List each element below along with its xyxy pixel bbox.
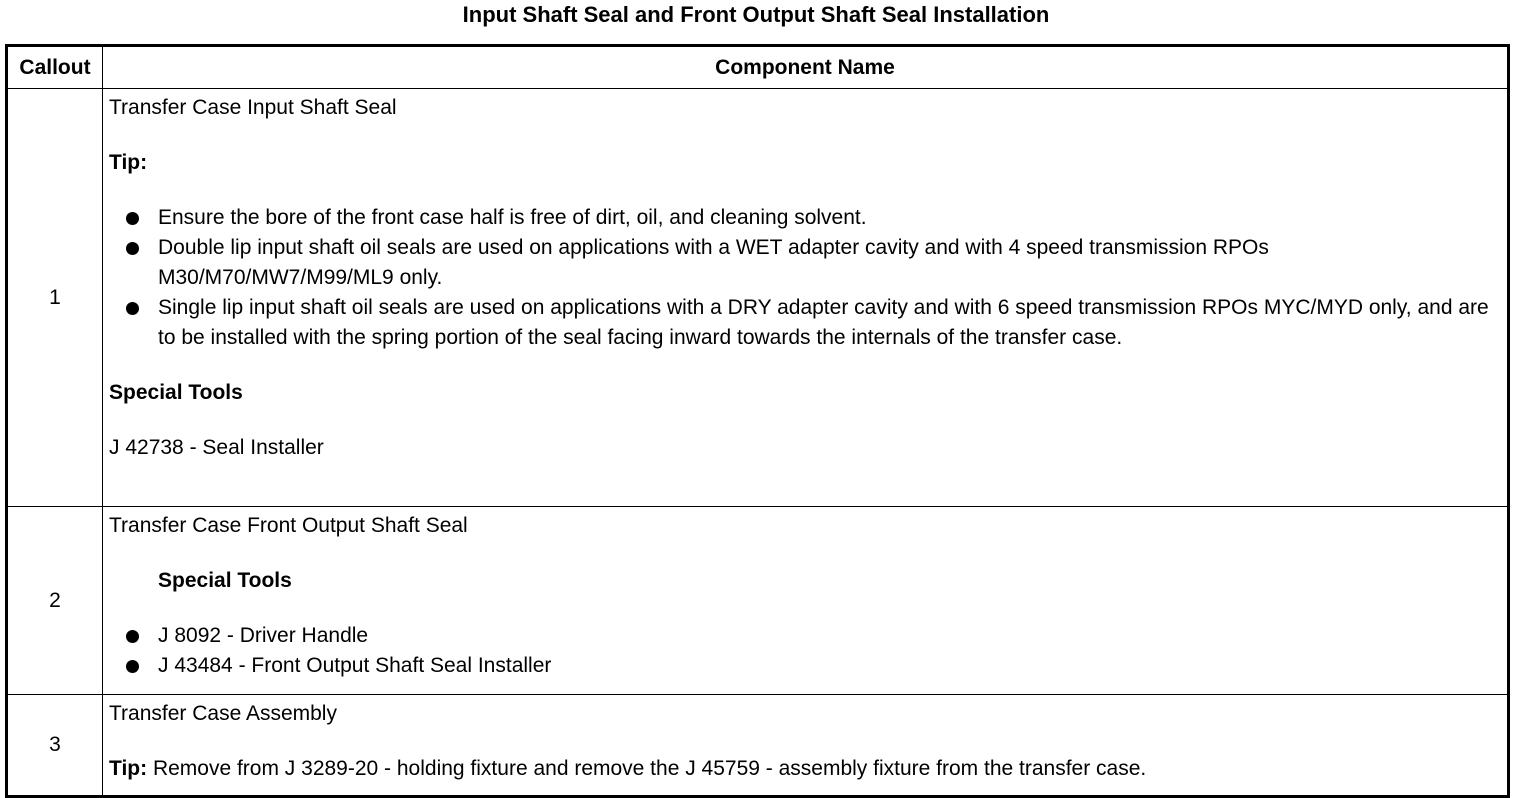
- tip-label: Tip:: [109, 151, 148, 174]
- tip-list: [109, 203, 1507, 353]
- page-title: Input Shaft Seal and Front Output Shaft Seal Installation: [462, 2, 1050, 27]
- component-name: Transfer Case Assembly: [109, 702, 337, 725]
- component-name: Transfer Case Input Shaft Seal: [109, 96, 397, 119]
- bullet-icon: [126, 302, 139, 315]
- tool-item: J 42738 - Seal Installer: [109, 436, 324, 459]
- component-table: [5, 44, 1510, 798]
- table-row: [7, 695, 1509, 797]
- header-callout: Callout: [7, 46, 103, 89]
- table-row: [7, 507, 1509, 695]
- table-row: [7, 89, 1509, 507]
- bullet-icon: [126, 242, 139, 255]
- tip-label: Tip:: [109, 757, 148, 780]
- tool-list: [109, 621, 1507, 681]
- bullet-icon: [126, 212, 139, 225]
- component-cell: [103, 507, 1509, 695]
- list-item: J 8092 - Driver Handle: [109, 621, 1507, 651]
- tip-paragraph: [109, 754, 1507, 784]
- special-tools-label: Special Tools: [158, 569, 292, 592]
- bullet-icon: [126, 630, 139, 643]
- list-item: Double lip input shaft oil seals are used on applications with a WET adapter cavity and with 4 speed transmission RPOs M30/M70/MW7/M99/ML9 only.: [109, 233, 1507, 293]
- component-cell: [103, 89, 1509, 507]
- callout-cell: 2: [7, 507, 103, 695]
- bullet-icon: [126, 660, 139, 673]
- table-header-row: [7, 46, 1509, 89]
- callout-cell: 3: [7, 695, 103, 797]
- component-name: Transfer Case Front Output Shaft Seal: [109, 514, 468, 537]
- component-cell: [103, 695, 1509, 797]
- header-component-name: Component Name: [103, 46, 1509, 89]
- special-tools-label: Special Tools: [109, 381, 243, 404]
- callout-cell: 1: [7, 89, 103, 507]
- list-item: Ensure the bore of the front case half is free of dirt, oil, and cleaning solvent.: [109, 203, 1507, 233]
- list-item: Single lip input shaft oil seals are used on applications with a DRY adapter cavity and with 6 speed transmission RPOs MYC/MYD only, and are to be installed with the spring portion of the seal facing inward towards the internals of the transfer case.: [109, 293, 1507, 353]
- tip-text: Remove from J 3289-20 - holding fixture and remove the J 45759 - assembly fixture from the transfer case.: [147, 757, 1147, 780]
- list-item: J 43484 - Front Output Shaft Seal Installer: [109, 651, 1507, 681]
